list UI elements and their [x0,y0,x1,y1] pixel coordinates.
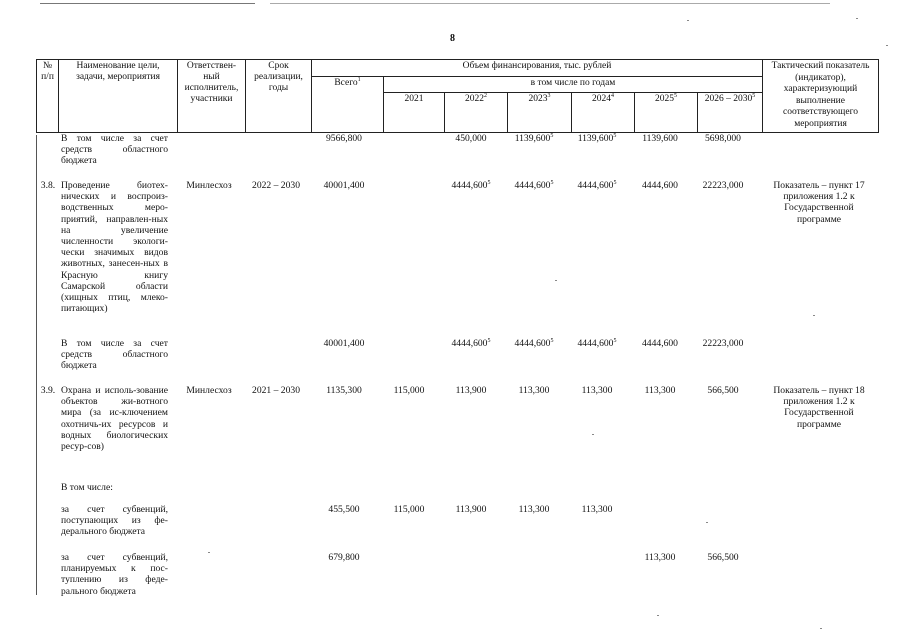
row-year-value-2-text: 1139,600 [514,133,551,144]
header-year-label: 2022 [465,94,484,104]
row-term: 2022 – 2030 [252,180,300,191]
row-description: В том числе за счет средств областного бюджета [61,133,168,167]
header-year-sup: 2 [484,92,487,99]
header-total-label: Всего [334,78,358,88]
scan-speck [813,315,815,316]
row-total-text: 455,500 [328,504,360,515]
row-year-value-2-sup: 5 [550,132,554,139]
row-total-text: 40001,400 [323,338,365,349]
header-total [312,77,384,133]
row-year-value-5 [683,552,763,563]
row-description: за счет субвенций, поступающих из фе-дерального бюджета [61,504,168,538]
row-total-text: 9566,800 [326,133,362,144]
row-year-value-3-text: 113,300 [581,385,613,396]
row-total-text: 40001,400 [323,180,365,191]
row-year-value-5-text: 22223,000 [702,338,744,349]
scan-speck [657,615,659,616]
header-year-1 [445,93,508,133]
row-year-value-5-text: 566,500 [707,552,739,563]
header-funding: Объем финансирования, тыс. рублей [312,60,763,77]
row-year-value-5 [683,338,763,349]
top-rule [40,3,255,4]
row-year-value-1-text: 4444,600 [451,338,488,349]
header-year-label: 2025 [655,94,674,104]
row-year-value-1-sup: 5 [487,179,491,186]
row-description: В том числе за счет средств областного бюджета [61,338,168,372]
header-year-label: 2024 [592,94,611,104]
row-year-value-3-sup: 5 [613,337,617,344]
header-by-years: в том числе по годам [384,77,763,93]
row-year-value-3-sup: 5 [613,179,617,186]
row-year-value-5-text: 5698,000 [705,133,741,144]
row-year-value-2-text: 113,300 [518,504,550,515]
row-year-value-2-text: 113,300 [518,385,550,396]
row-year-value-0-text: 115,000 [393,504,425,515]
header-responsible: Ответствен-ный исполнитель, участники [178,60,246,133]
row-description: Проведение биотех-нических и воспроиз-водственных меро-приятий, направлен-ных на увеличение численности экологи-чески значимых видов животных, занесен-ных в Красную книгу Самарской области (хищных птиц, млеко-питающих) [61,180,168,315]
row-year-value-4-text: 4444,600 [642,338,678,349]
row-year-value-4-text: 113,300 [644,385,676,396]
row-term: 2021 – 2030 [252,385,300,396]
header-year-2 [508,93,572,133]
page-number: 8 [450,33,455,44]
row-year-value-2-text: 4444,600 [514,180,551,191]
row-year-value-3-text: 4444,600 [577,180,614,191]
row-year-value-1-text: 113,900 [455,504,487,515]
header-year-sup: 5 [674,92,677,99]
header-year-label: 2026 – 2030 [704,94,753,104]
header-year-label: 2023 [528,94,548,104]
row-total [304,552,384,563]
row-year-value-2-sup: 5 [550,337,554,344]
scan-speck [687,20,689,21]
row-total [304,180,384,191]
row-year-value-3-sup: 5 [613,132,617,139]
header-year-3 [572,93,635,133]
row-number: 3.9. [40,385,56,396]
row-year-value-4-text: 1139,600 [642,133,678,144]
header-term: Срок реализации, годы [246,60,312,133]
table-left-border [36,135,37,595]
scan-speck [706,522,708,523]
header-year-label: 2021 [404,94,424,104]
row-year-value-1-text: 450,000 [455,133,487,144]
row-total-text: 679,800 [328,552,360,563]
row-year-value-2-sup: 5 [550,179,554,186]
row-description: за счет субвенций, планируемых к пос-туплению из феде-рального бюджета [61,552,168,597]
header-total-sup: 1 [357,76,361,83]
row-year-value-4-text: 113,300 [644,552,676,563]
row-year-value-3-text: 113,300 [581,504,613,515]
row-year-value-3-text: 4444,600 [577,338,614,349]
row-total-text: 1135,300 [326,385,362,396]
row-number: 3.8. [40,180,56,191]
top-rule [270,3,830,4]
scan-speck [555,280,557,281]
table-header [36,59,879,133]
row-year-value-1-text: 113,900 [455,385,487,396]
header-year-4 [635,93,698,133]
header-year-5 [698,93,763,133]
row-year-value-5 [683,385,763,396]
row-year-value-1-text: 4444,600 [451,180,488,191]
row-year-value-0-text: 115,000 [393,385,425,396]
header-num: № п/п [37,60,59,133]
scan-speck [820,628,822,629]
header-year-sup: 5 [752,92,756,99]
row-responsible: Минлесхоз [186,180,232,191]
header-year-0 [384,93,445,133]
row-year-value-3 [557,504,637,515]
header-indicator: Тактический показатель (индикатор), характеризующий выполнение соответствующего мероприятия [763,60,879,133]
row-year-value-5 [683,133,763,144]
row-responsible: Минлесхоз [186,385,232,396]
row-year-value-1-sup: 5 [487,337,491,344]
header-year-sup: 3 [547,92,551,99]
row-description: Охрана и исполь-зование объектов жи-вотного мира (за ис-ключением охотничь-их ресурсов и водных биологических ресур-сов) [61,385,168,453]
scan-speck [886,45,888,46]
scan-speck [856,18,858,19]
row-year-value-5-text: 566,500 [707,385,739,396]
scan-speck [592,434,594,435]
row-year-value-2-text: 4444,600 [514,338,551,349]
row-description: В том числе: [61,482,113,493]
row-year-value-5 [683,180,763,191]
header-name: Наименование цели, задачи, мероприятия [59,60,178,133]
row-total [304,338,384,349]
row-total [304,133,384,144]
row-indicator: Показатель – пункт 18 приложения 1.2 к Государственной программе [773,385,865,430]
row-year-value-4-text: 4444,600 [642,180,678,191]
row-year-value-3-text: 1139,600 [577,133,614,144]
scan-speck [208,552,210,553]
header-year-sup: 4 [611,92,614,99]
row-year-value-5-text: 22223,000 [702,180,744,191]
row-indicator: Показатель – пункт 17 приложения 1.2 к Государственной программе [773,180,865,225]
